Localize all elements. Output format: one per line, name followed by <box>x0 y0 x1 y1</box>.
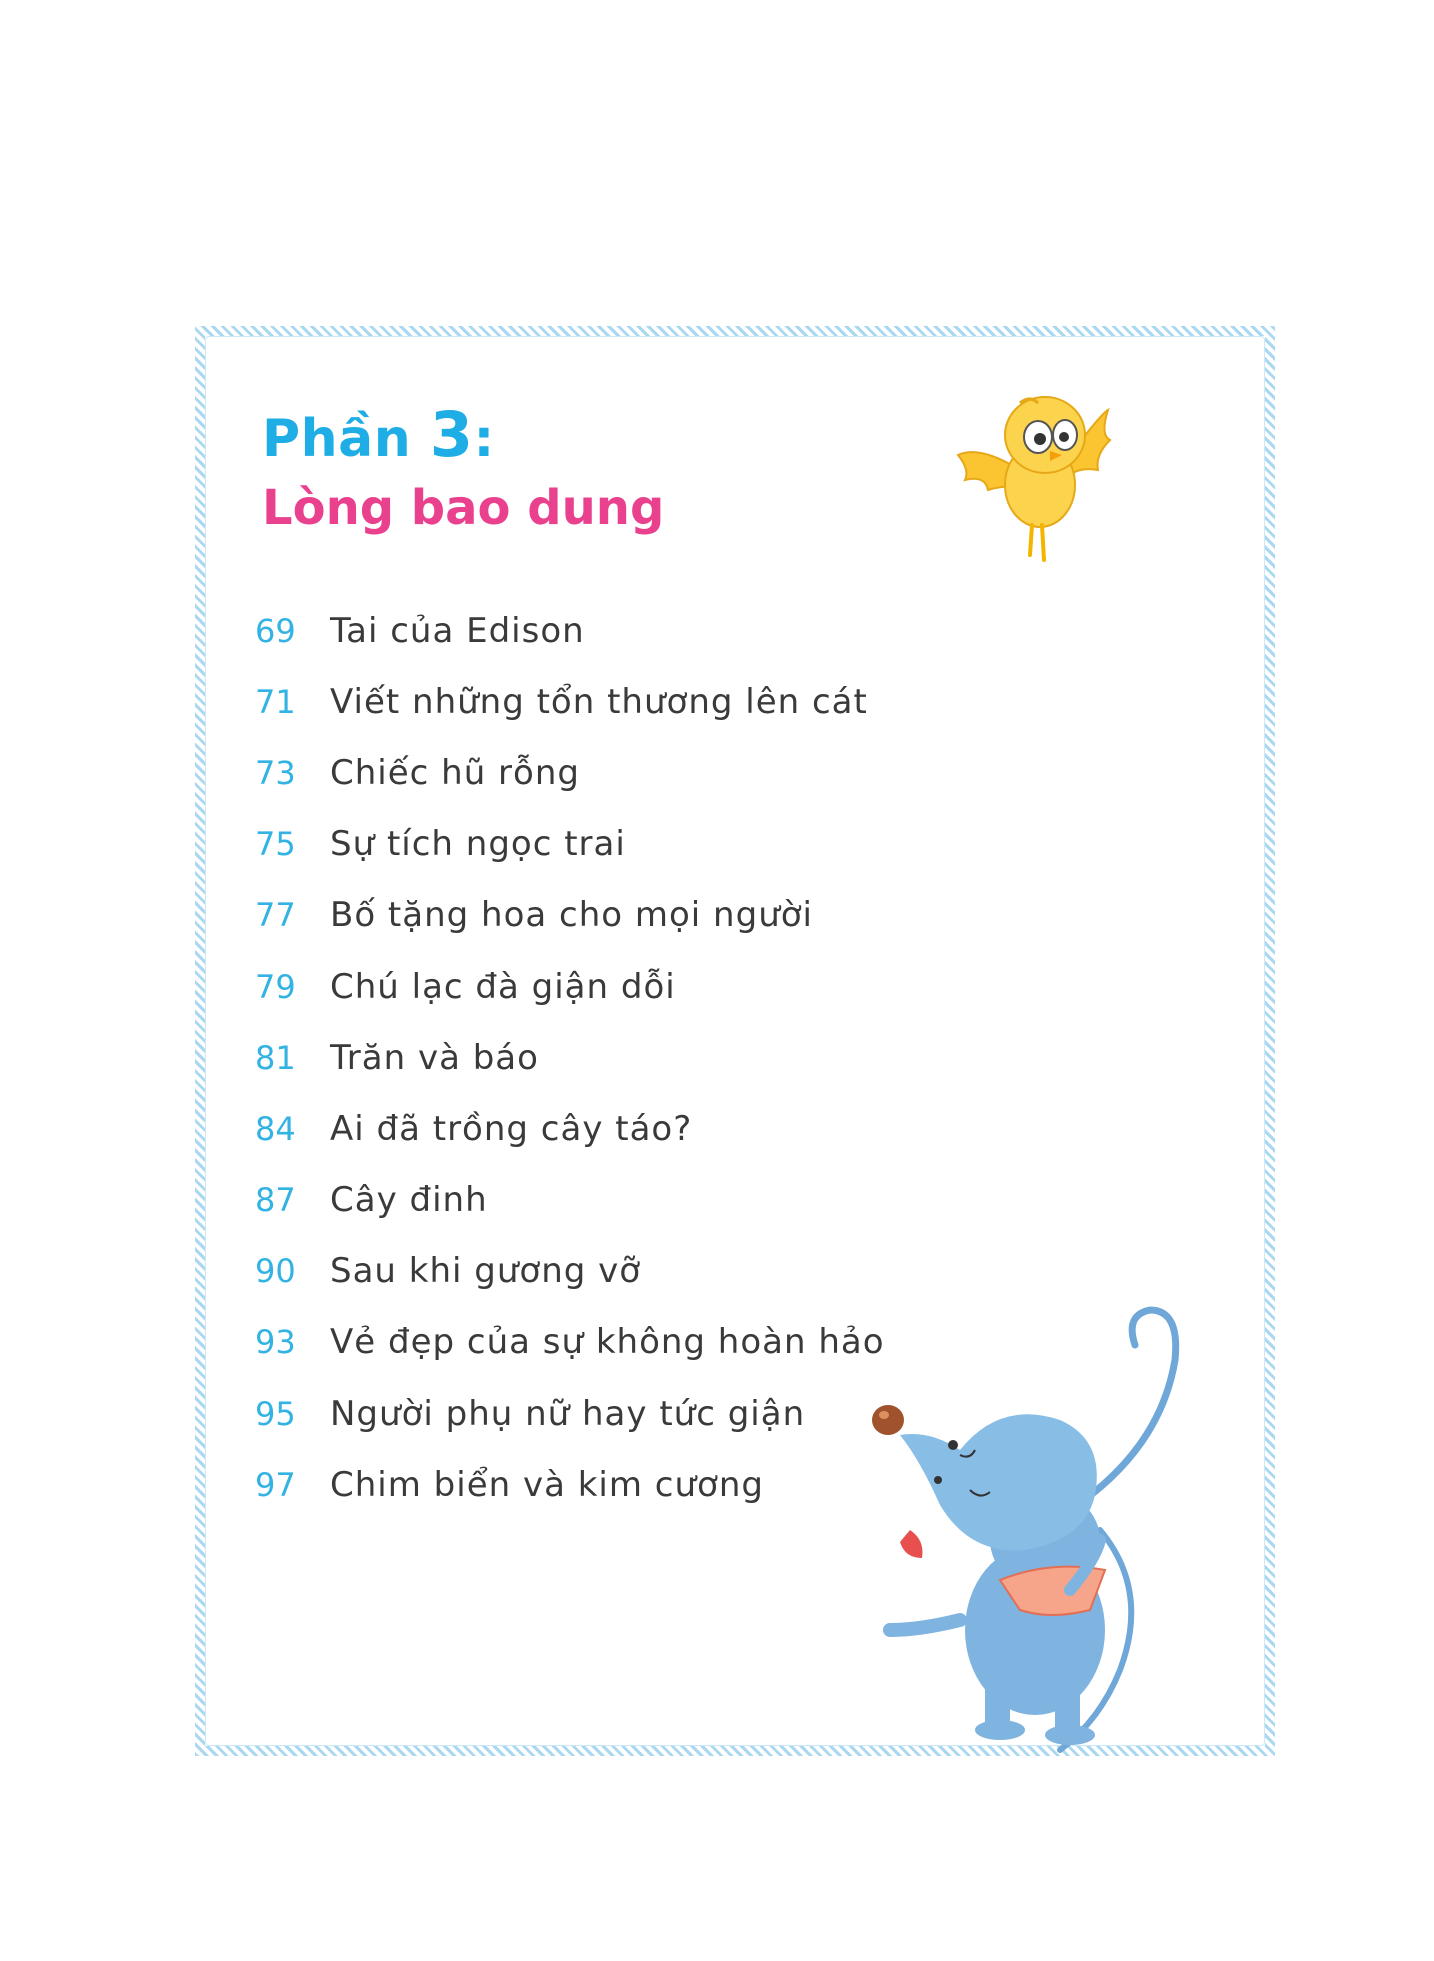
toc-title: Ai đã trồng cây táo? <box>330 1108 693 1149</box>
toc-item[interactable] <box>255 880 885 951</box>
toc-item[interactable] <box>255 1236 885 1307</box>
toc-title: Chiếc hũ rỗng <box>330 752 580 793</box>
toc-title: Vẻ đẹp của sự không hoàn hảo <box>330 1322 885 1363</box>
toc-item[interactable] <box>255 951 885 1022</box>
toc-item[interactable] <box>255 1449 885 1520</box>
toc-page-number: 95 <box>255 1394 296 1433</box>
toc-page-number: 97 <box>255 1465 296 1504</box>
part-number: 3 <box>429 398 474 471</box>
toc-title: Người phụ nữ hay tức giận <box>330 1393 806 1434</box>
blue-mouse-illustration <box>830 1290 1250 1760</box>
toc-item[interactable] <box>255 666 885 737</box>
toc-item[interactable] <box>255 595 885 666</box>
toc-page-number: 84 <box>255 1109 296 1148</box>
part-title <box>262 398 495 471</box>
toc-page-number: 79 <box>255 967 296 1006</box>
yellow-bird-icon <box>950 375 1120 575</box>
toc-page-number: 69 <box>255 611 296 650</box>
toc-item[interactable] <box>255 1022 885 1093</box>
toc-title: Chim biển và kim cương <box>330 1464 764 1505</box>
toc-title: Tai của Edison <box>330 610 585 651</box>
part-subtitle: Lòng bao dung <box>262 480 665 536</box>
toc-page-number: 71 <box>255 682 296 721</box>
part-colon: : <box>473 409 495 469</box>
part-label: Phần <box>262 409 430 469</box>
toc-item[interactable] <box>255 1165 885 1236</box>
toc-page-number: 81 <box>255 1038 296 1077</box>
toc-item[interactable] <box>255 1307 885 1378</box>
toc-title: Chú lạc đà giận dỗi <box>330 966 676 1007</box>
toc-title: Viết những tổn thương lên cát <box>330 681 868 722</box>
toc-title: Sau khi gương vỡ <box>330 1251 642 1292</box>
toc-title: Bố tặng hoa cho mọi người <box>330 895 813 936</box>
toc-page-number: 73 <box>255 753 296 792</box>
toc-page-number: 93 <box>255 1323 296 1362</box>
toc-page-number: 87 <box>255 1181 296 1220</box>
toc-page-number: 90 <box>255 1252 296 1291</box>
toc-page-number: 77 <box>255 896 296 935</box>
toc-item[interactable] <box>255 737 885 808</box>
toc-item[interactable] <box>255 809 885 880</box>
table-of-contents <box>255 595 885 1520</box>
toc-title: Trăn và báo <box>330 1037 539 1078</box>
toc-title: Sự tích ngọc trai <box>330 824 626 865</box>
toc-item[interactable] <box>255 1378 885 1449</box>
toc-title: Cây đinh <box>330 1180 488 1221</box>
toc-item[interactable] <box>255 1093 885 1164</box>
toc-page-number: 75 <box>255 825 296 864</box>
